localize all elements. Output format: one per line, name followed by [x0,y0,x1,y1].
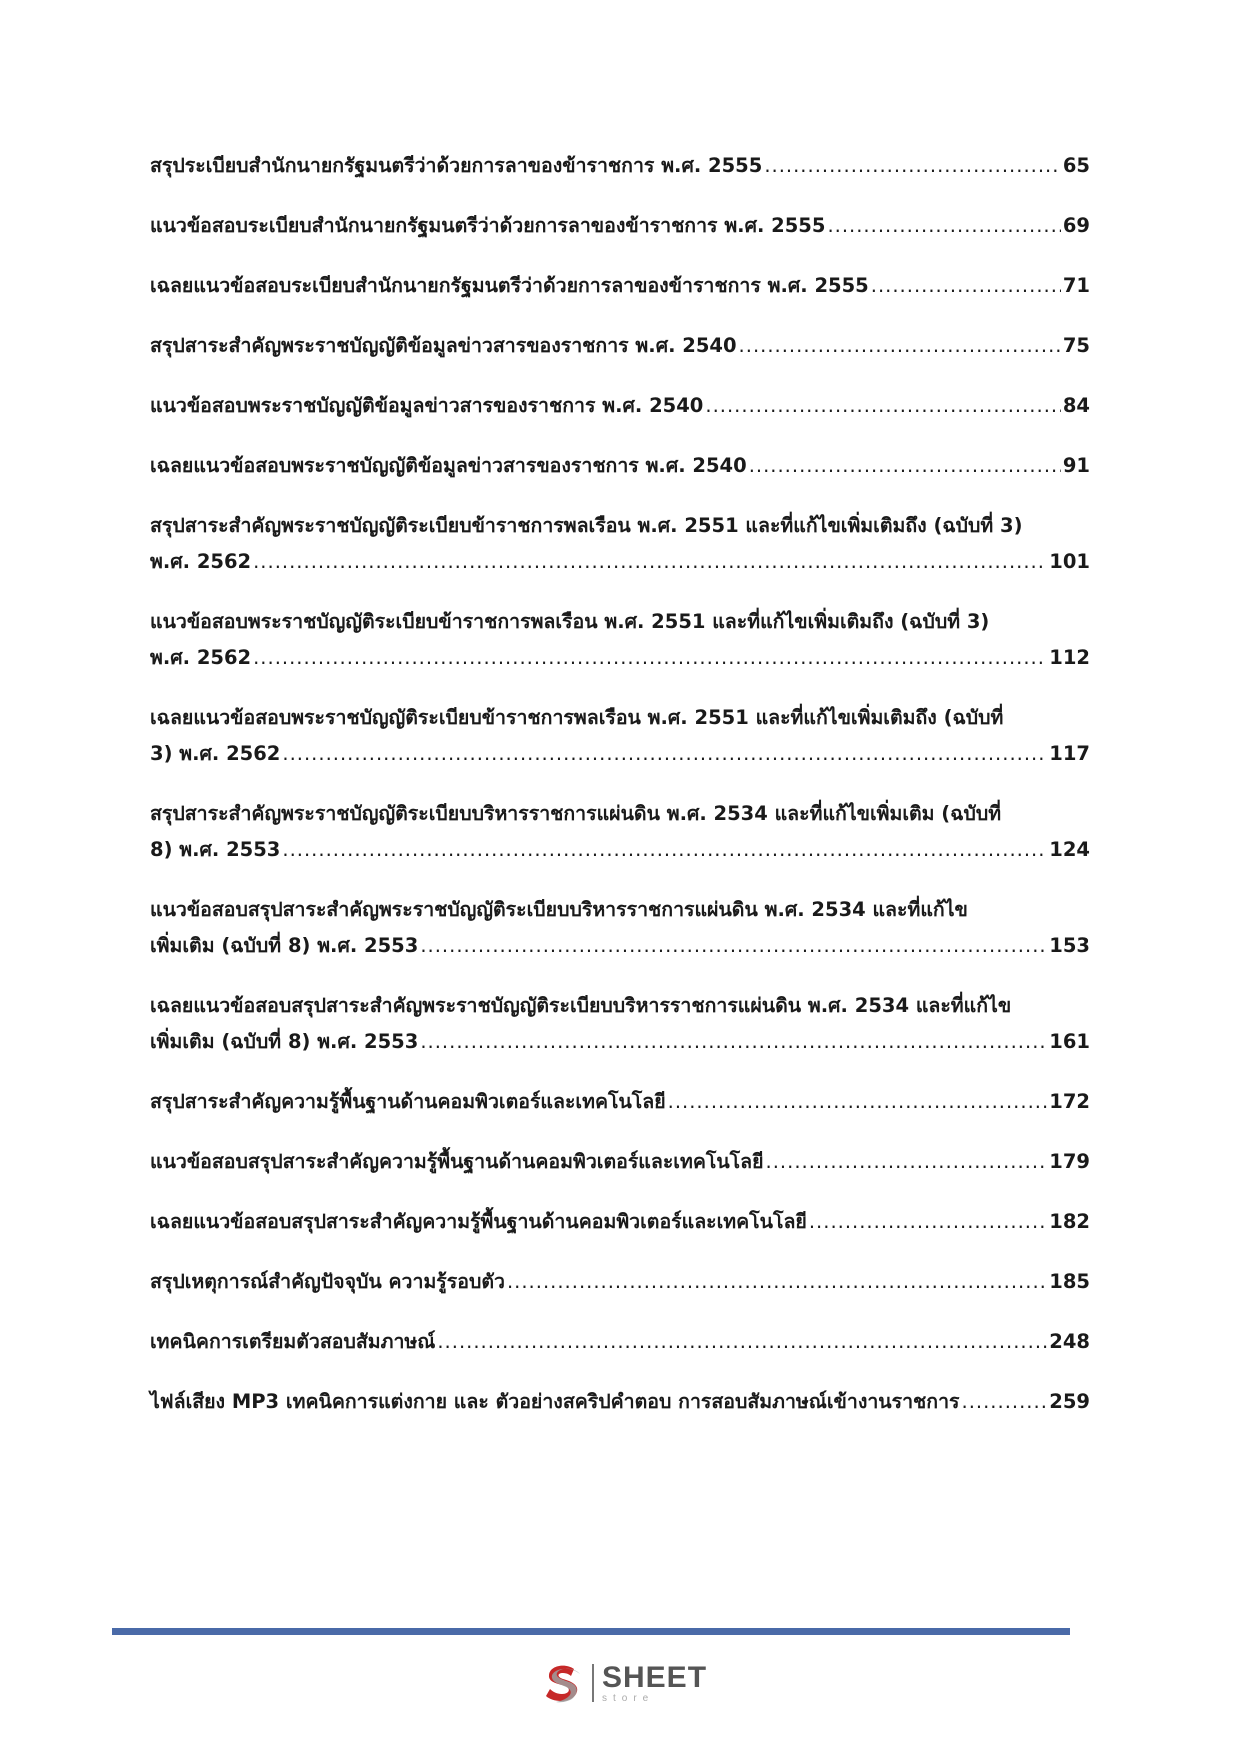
toc-dot-leader [507,1264,1047,1300]
toc-entry[interactable] [150,388,1090,424]
table-of-contents [150,148,1090,1444]
toc-dot-leader [962,1384,1048,1420]
toc-entry-line [150,448,1090,484]
toc-entry-line [150,1204,1090,1240]
toc-dot-leader [739,328,1061,364]
toc-page-number: 161 [1049,1030,1090,1053]
toc-page-number: 101 [1049,550,1090,573]
toc-entry-title: สรุปสาระสำคัญความรู้พื้นฐานด้านคอมพิวเตอร์และเทคโนโลยี [150,1090,666,1113]
toc-page-number: 185 [1049,1270,1090,1293]
toc-entry[interactable] [150,892,1090,964]
toc-entry-title: เพิ่มเติม (ฉบับที่ 8) พ.ศ. 2553 [150,1030,419,1053]
toc-entry-line [150,604,1090,640]
toc-entry[interactable] [150,604,1090,676]
logo-text [602,1660,708,1704]
toc-entry-title: เฉลยแนวข้อสอบสรุปสาระสำคัญพระราชบัญญัติระเบียบบริหารราชการแผ่นดิน พ.ศ. 2534 และที่แก้ไข [150,994,1012,1017]
toc-dot-leader [809,1204,1047,1240]
toc-entry-title: แนวข้อสอบพระราชบัญญัติระเบียบข้าราชการพลเรือน พ.ศ. 2551 และที่แก้ไขเพิ่มเติมถึง (ฉบับที่ 3) [150,610,990,633]
toc-dot-leader [871,268,1061,304]
logo-subword: store [602,1692,655,1704]
toc-entry-title: สรุปสาระสำคัญพระราชบัญญัติระเบียบข้าราชการพลเรือน พ.ศ. 2551 และที่แก้ไขเพิ่มเติมถึง (ฉบับที่ 3) [150,514,1023,537]
toc-page-number: 182 [1049,1210,1090,1233]
toc-entry-title: เทคนิคการเตรียมตัวสอบสัมภาษณ์ [150,1330,436,1353]
toc-page-number: 65 [1062,154,1090,177]
toc-entry-line [150,832,1090,868]
toc-entry[interactable] [150,1324,1090,1360]
logo-separator [592,1664,594,1702]
toc-entry-line [150,796,1090,832]
toc-dot-leader [420,928,1047,964]
toc-entry[interactable] [150,1084,1090,1120]
toc-entry[interactable] [150,700,1090,772]
toc-entry-line [150,640,1090,676]
toc-entry-title: แนวข้อสอบสรุปสาระสำคัญความรู้พื้นฐานด้านคอมพิวเตอร์และเทคโนโลยี [150,1150,764,1173]
toc-entry-title: พ.ศ. 2562 [150,550,252,573]
toc-entry-title: สรุประเบียบสำนักนายกรัฐมนตรีว่าด้วยการลาของข้าราชการ พ.ศ. 2555 [150,154,763,177]
toc-entry-line [150,736,1090,772]
toc-page-number: 112 [1049,646,1090,669]
toc-entry-line [150,928,1090,964]
toc-page-number: 153 [1049,934,1090,957]
toc-dot-leader [705,388,1060,424]
toc-dot-leader [766,1144,1048,1180]
toc-entry-title: เฉลยแนวข้อสอบสรุปสาระสำคัญความรู้พื้นฐานด้านคอมพิวเตอร์และเทคโนโลยี [150,1210,807,1233]
toc-entry[interactable] [150,1144,1090,1180]
toc-entry-line [150,268,1090,304]
toc-page-number: 124 [1049,838,1090,861]
toc-page-number: 91 [1062,454,1090,477]
toc-entry-line [150,508,1090,544]
toc-entry-title: แนวข้อสอบระเบียบสำนักนายกรัฐมนตรีว่าด้วยการลาของข้าราชการ พ.ศ. 2555 [150,214,826,237]
toc-entry-title: สรุปเหตุการณ์สำคัญปัจจุบัน ความรู้รอบตัว [150,1270,505,1293]
toc-entry-title: สรุปสาระสำคัญพระราชบัญญัติข้อมูลข่าวสารของราชการ พ.ศ. 2540 [150,334,737,357]
toc-page-number: 172 [1049,1090,1090,1113]
toc-entry[interactable] [150,268,1090,304]
toc-entry-title: เพิ่มเติม (ฉบับที่ 8) พ.ศ. 2553 [150,934,419,957]
toc-dot-leader [420,1024,1047,1060]
toc-entry-line [150,892,1090,928]
toc-dot-leader [282,832,1047,868]
toc-dot-leader [253,544,1047,580]
toc-entry[interactable] [150,1204,1090,1240]
toc-dot-leader [749,448,1061,484]
toc-entry-title: เฉลยแนวข้อสอบระเบียบสำนักนายกรัฐมนตรีว่าด้วยการลาของข้าราชการ พ.ศ. 2555 [150,274,869,297]
toc-entry-line [150,148,1090,184]
toc-page-number: 69 [1062,214,1090,237]
toc-page-number: 179 [1049,1150,1090,1173]
toc-entry-title: แนวข้อสอบพระราชบัญญัติข้อมูลข่าวสารของราชการ พ.ศ. 2540 [150,394,704,417]
toc-page-number: 248 [1049,1330,1090,1353]
toc-entry-line [150,988,1090,1024]
toc-entry-title: เฉลยแนวข้อสอบพระราชบัญญัติข้อมูลข่าวสารของราชการ พ.ศ. 2540 [150,454,747,477]
footer-divider [112,1628,1070,1635]
toc-entry-line [150,208,1090,244]
toc-entry[interactable] [150,1384,1090,1420]
toc-entry-line [150,1384,1090,1420]
toc-entry-line [150,1024,1090,1060]
toc-entry-title: สรุปสาระสำคัญพระราชบัญญัติระเบียบบริหารราชการแผ่นดิน พ.ศ. 2534 และที่แก้ไขเพิ่มเติม (ฉบับที่ [150,802,1002,825]
toc-entry[interactable] [150,148,1090,184]
toc-entry-line [150,1264,1090,1300]
toc-page-number: 71 [1062,274,1090,297]
toc-page-number: 75 [1062,334,1090,357]
sheet-store-s-logo-icon [540,1660,586,1706]
toc-entry-line [150,544,1090,580]
toc-dot-leader [764,148,1061,184]
toc-entry[interactable] [150,448,1090,484]
toc-dot-leader [253,640,1047,676]
toc-entry-line [150,1084,1090,1120]
toc-entry-title: 8) พ.ศ. 2553 [150,838,281,861]
toc-entry-title: 3) พ.ศ. 2562 [150,742,281,765]
toc-entry[interactable] [150,796,1090,868]
toc-entry[interactable] [150,208,1090,244]
toc-entry[interactable] [150,988,1090,1060]
toc-dot-leader [282,736,1047,772]
toc-page-number: 84 [1062,394,1090,417]
toc-entry-title: พ.ศ. 2562 [150,646,252,669]
toc-entry-line [150,388,1090,424]
toc-entry-title: แนวข้อสอบสรุปสาระสำคัญพระราชบัญญัติระเบียบบริหารราชการแผ่นดิน พ.ศ. 2534 และที่แก้ไข [150,898,968,921]
toc-entry[interactable] [150,1264,1090,1300]
toc-dot-leader [827,208,1060,244]
toc-page-number: 259 [1049,1390,1090,1413]
toc-entry[interactable] [150,328,1090,364]
toc-entry-line [150,1144,1090,1180]
toc-dot-leader [437,1324,1047,1360]
toc-entry-title: ไฟล์เสียง MP3 เทคนิคการแต่งกาย และ ตัวอย่างสคริปคำตอบ การสอบสัมภาษณ์เข้างานราชการ [150,1390,960,1413]
sheet-store-logo [540,1660,707,1706]
toc-dot-leader [668,1084,1048,1120]
toc-entry-line [150,1324,1090,1360]
toc-entry-line [150,700,1090,736]
logo-word: SHEET [602,1660,708,1694]
toc-page-number: 117 [1049,742,1090,765]
toc-entry[interactable] [150,508,1090,580]
toc-entry-line [150,328,1090,364]
toc-entry-title: เฉลยแนวข้อสอบพระราชบัญญัติระเบียบข้าราชการพลเรือน พ.ศ. 2551 และที่แก้ไขเพิ่มเติมถึง (ฉบับที่ [150,706,1004,729]
